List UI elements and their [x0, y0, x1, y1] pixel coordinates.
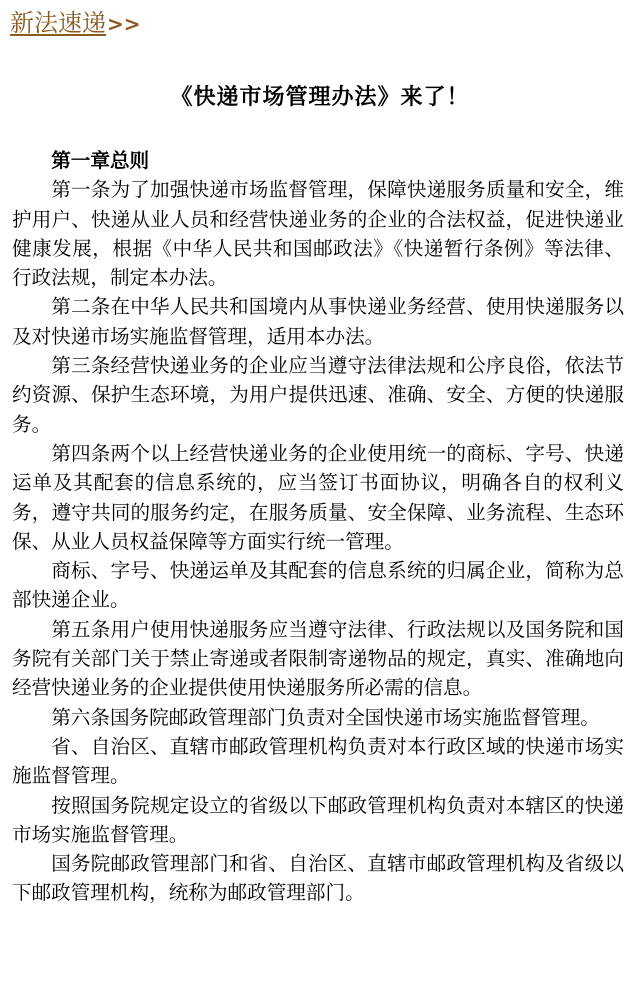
article-6-clause-2: 省、自治区、直辖市邮政管理机构负责对本行政区域的快递市场实施监督管理。 [12, 734, 624, 788]
new-law-link[interactable]: 新法速递 [10, 9, 106, 37]
article-4: 第四条两个以上经营快递业务的企业使用统一的商标、字号、快递运单及其配套的信息系统的，应当签订书面协议，明确各自的权利义务，遵守共同的服务约定，在服务质量、安全保障、业务流程、生态环保、从业人员权益保障等方面实行统一管理。 [12, 441, 624, 553]
article-1: 第一条为了加强快递市场监督管理，保障快递服务质量和安全，维护用户、快递从业人员和经营快递业务的企业的合法权益，促进快递业健康发展，根据《中华人民共和国邮政法》《快递暂行条例》等法律、行政法规，制定本办法。 [12, 178, 624, 290]
article-4-clause-2: 商标、字号、快递运单及其配套的信息系统的归属企业，简称为总部快递企业。 [12, 559, 624, 612]
article-body [12, 146, 624, 908]
article-title: 《快递市场管理办法》来了！ [170, 84, 470, 110]
article-6: 第六条国务院邮政管理部门负责对全国快递市场实施监督管理。 [51, 705, 600, 729]
article-5: 第五条用户使用快递服务应当遵守法律、行政法规以及国务院和国务院有关部门关于禁止寄递或者限制寄递物品的规定，真实、准确地向经营快递业务的企业提供使用快递服务所必需的信息。 [12, 617, 624, 700]
article-2: 第二条在中华人民共和国境内从事快递业务经营、使用快递服务以及对快递市场实施监督管理，适用本办法。 [12, 295, 624, 348]
article-6-clause-4: 国务院邮政管理部门和省、自治区、直辖市邮政管理机构及省级以下邮政管理机构，统称为邮政管理部门。 [12, 852, 624, 905]
double-arrow-icon: >> [107, 12, 141, 36]
chapter-heading: 第一章总则 [51, 149, 150, 172]
article-6-clause-3: 按照国务院规定设立的省级以下邮政管理机构负责对本辖区的快递市场实施监督管理。 [12, 793, 624, 846]
section-header [10, 6, 141, 40]
article-3: 第三条经营快递业务的企业应当遵守法律法规和公序良俗，依法节约资源、保护生态环境，为用户提供迅速、准确、安全、方便的快递服务。 [12, 354, 624, 436]
